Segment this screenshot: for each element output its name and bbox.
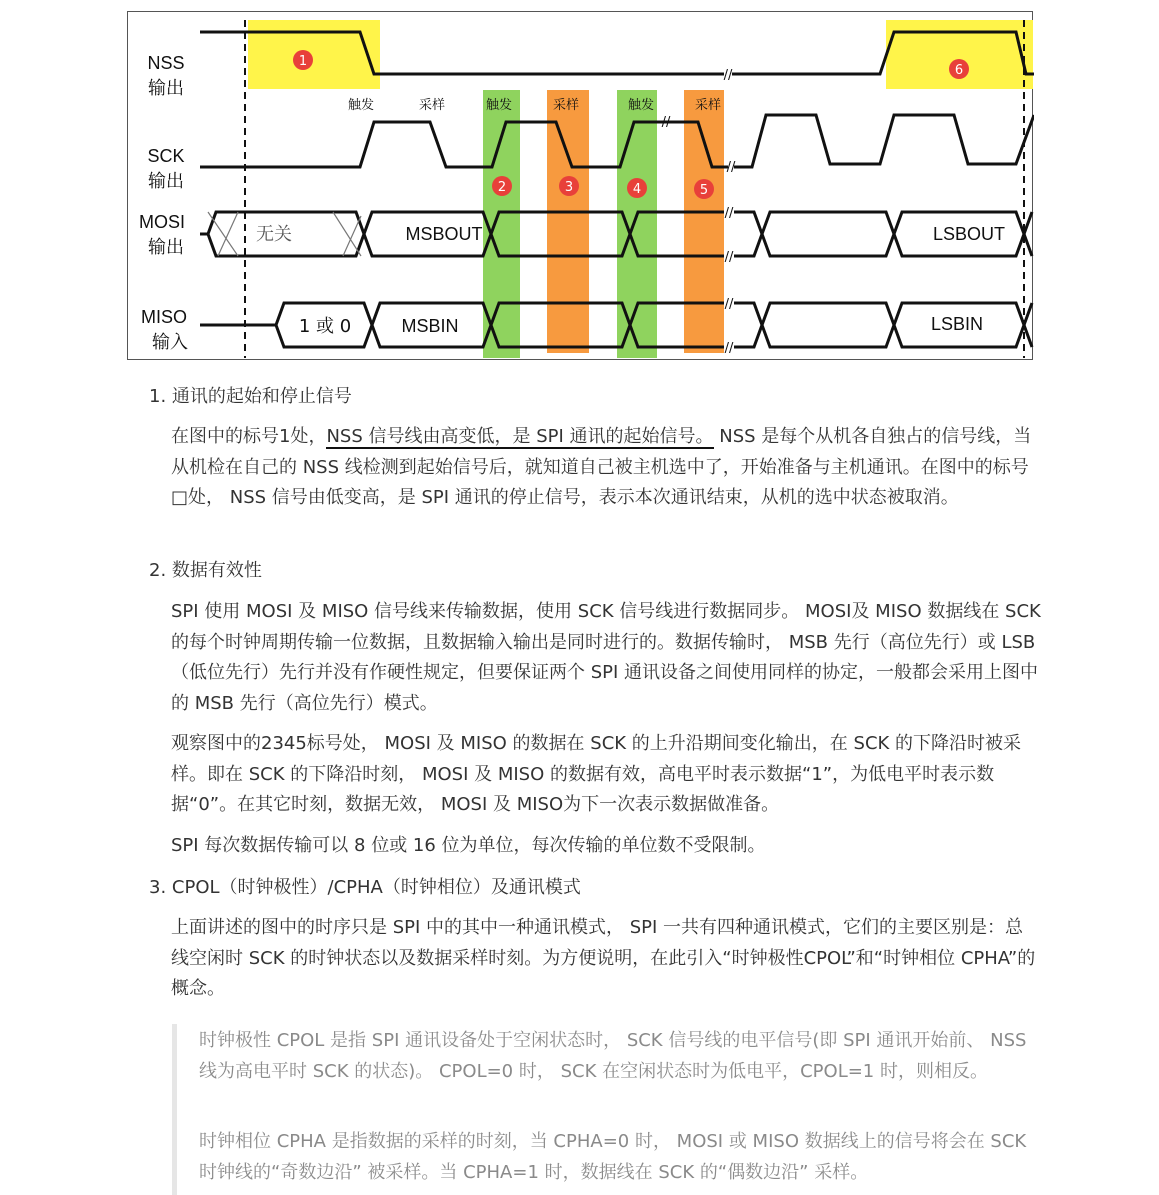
marker-3 bbox=[559, 176, 579, 196]
miso-break-mark-bottom: // bbox=[724, 341, 734, 356]
sck-signal-dir: 输出 bbox=[148, 171, 184, 192]
sample-band-2 bbox=[684, 90, 724, 353]
item2-title: 2. 数据有效性 bbox=[149, 560, 262, 581]
nss-signal-name: NSS bbox=[147, 53, 185, 73]
edge-label-trigger-2: 触发 bbox=[485, 98, 513, 113]
svg-text:2: 2 bbox=[497, 180, 507, 195]
svg-text:1: 1 bbox=[298, 54, 308, 69]
marker-5 bbox=[694, 179, 714, 199]
edge-label-trigger-1: 触发 bbox=[347, 98, 375, 113]
item1-title: 1. 通讯的起始和停止信号 bbox=[149, 386, 352, 407]
miso-break-mark-top: // bbox=[724, 297, 734, 312]
mosi-signal-dir: 输出 bbox=[148, 237, 184, 258]
mosi-msbout-label: MSBOUT bbox=[405, 224, 483, 244]
sck-signal-name: SCK bbox=[147, 146, 185, 166]
item1-post: NSS 是每个从机各自独占的信号线，当从机检在自己的 NSS 线检测到起始信号后，就知道自己被主机选中了，开始准备与主机通讯。在图中的标号□处， NSS 信号由低变高，是 SPI 通讯的停止信号，表示本次通讯结束，从机的选中状态被取消。 bbox=[171, 426, 1032, 508]
item2-paragraph-1: SPI 使用 MOSI 及 MISO 信号线来传输数据，使用 SCK 信号线进行数据同步。 MOSI及 MISO 数据线在 SCK 的每个时钟周期传输一位数据，且数据输入输出是同时进行的。数据传输时， MSB 先行（高位先行）或 LSB（低位先行）先行并没有作硬性规定，但要保证两个 SPI 通讯设备之间使用同样的协定，一般都会采用上图中的 MSB 先行（高位先行）模式。 bbox=[171, 601, 1041, 714]
mosi-dont-care-label: 无关 bbox=[256, 224, 292, 245]
mosi-bus bbox=[200, 212, 1032, 256]
edge-label-trigger-3: 触发 bbox=[627, 98, 655, 113]
miso-msbin-label: MSBIN bbox=[401, 316, 459, 336]
svg-text:6: 6 bbox=[954, 63, 964, 78]
edge-label-sample-1: 采样 bbox=[418, 98, 446, 113]
edge-label-sample-3: 采样 bbox=[694, 98, 722, 113]
svg-text:3: 3 bbox=[564, 180, 574, 195]
sample-band-1 bbox=[547, 90, 589, 353]
item1-paragraph bbox=[171, 422, 1041, 514]
miso-signal-name: MISO bbox=[140, 307, 188, 327]
nss-signal-dir: 输出 bbox=[148, 78, 184, 99]
marker-4 bbox=[627, 178, 647, 198]
sck-waveform-tail bbox=[734, 115, 1034, 167]
miso-lsbin-label: LSBIN bbox=[930, 314, 984, 334]
item2-paragraph-3: SPI 每次数据传输可以 8 位或 16 位为单位，每次传输的单位数不受限制。 bbox=[171, 835, 766, 856]
item2-paragraph-2: 观察图中的2345标号处， MOSI 及 MISO 的数据在 SCK 的上升沿期间变化输出，在 SCK 的下降沿时被采样。即在 SCK 的下降沿时刻， MOSI 及 MISO 的数据有效，高电平时表示数据“1”，为低电平时表示数据“0”。在其它时刻，数据无效， MOSI 及 MISO为下一次表示数据做准备。 bbox=[171, 733, 1022, 815]
mosi-signal-name: MOSI bbox=[138, 212, 186, 232]
marker-1 bbox=[293, 50, 313, 70]
sck-break-mark: // bbox=[726, 160, 736, 175]
quote-paragraph-1: 时钟极性 CPOL 是指 SPI 通讯设备处于空闲状态时， SCK 信号线的电平信号(即 SPI 通讯开始前、 NSS 线为高电平时 SCK 的状态)。 CPOL=0 时， SCK 在空闲状态时为低电平，CPOL=1 时，则相反。 bbox=[199, 1030, 1027, 1082]
trigger-band-2 bbox=[617, 90, 657, 358]
timing-diagram-canvas bbox=[128, 12, 1034, 361]
mosi-break-mark-bottom: // bbox=[724, 250, 734, 265]
quote-paragraph-2: 时钟相位 CPHA 是指数据的采样的时刻，当 CPHA=0 时， MOSI 或 MISO 数据线上的信号将会在 SCK 时钟线的“奇数边沿” 被采样。当 CPHA=1 时，数据线在 SCK 的“偶数边沿” 采样。 bbox=[199, 1131, 1027, 1183]
spi-timing-diagram bbox=[127, 11, 1033, 360]
edge-label-sample-2: 采样 bbox=[552, 98, 580, 113]
miso-signal-dir: 输入 bbox=[152, 332, 188, 353]
item3-paragraph: 上面讲述的图中的时序只是 SPI 中的其中一种通讯模式， SPI 一共有四种通讯模式，它们的主要区别是：总线空闲时 SCK 的时钟状态以及数据采样时刻。为方便说明，在此引入“时钟极性CPOL”和“时钟相位 CPHA”的概念。 bbox=[171, 917, 1036, 999]
svg-text:5: 5 bbox=[699, 183, 709, 198]
marker-6 bbox=[949, 59, 969, 79]
nss-start-highlight bbox=[248, 20, 380, 89]
item3-title: 3. CPOL（时钟极性）/CPHA（时钟相位）及通讯模式 bbox=[149, 877, 581, 898]
blockquote-bar bbox=[172, 1024, 177, 1195]
nss-break-mark: // bbox=[723, 68, 733, 83]
svg-text:4: 4 bbox=[632, 182, 642, 197]
marker-2 bbox=[492, 176, 512, 196]
mosi-lsbout-label: LSBOUT bbox=[932, 224, 1006, 244]
item1-pre: 在图中的标号1处， bbox=[171, 426, 327, 447]
miso-initial-label: 1 或 0 bbox=[298, 316, 352, 337]
mosi-break-mark-top: // bbox=[724, 206, 734, 221]
sck-break-mark-2: // bbox=[661, 115, 671, 130]
item1-underlined: NSS 信号线由高变低，是 SPI 通讯的起始信号。 bbox=[326, 426, 714, 447]
